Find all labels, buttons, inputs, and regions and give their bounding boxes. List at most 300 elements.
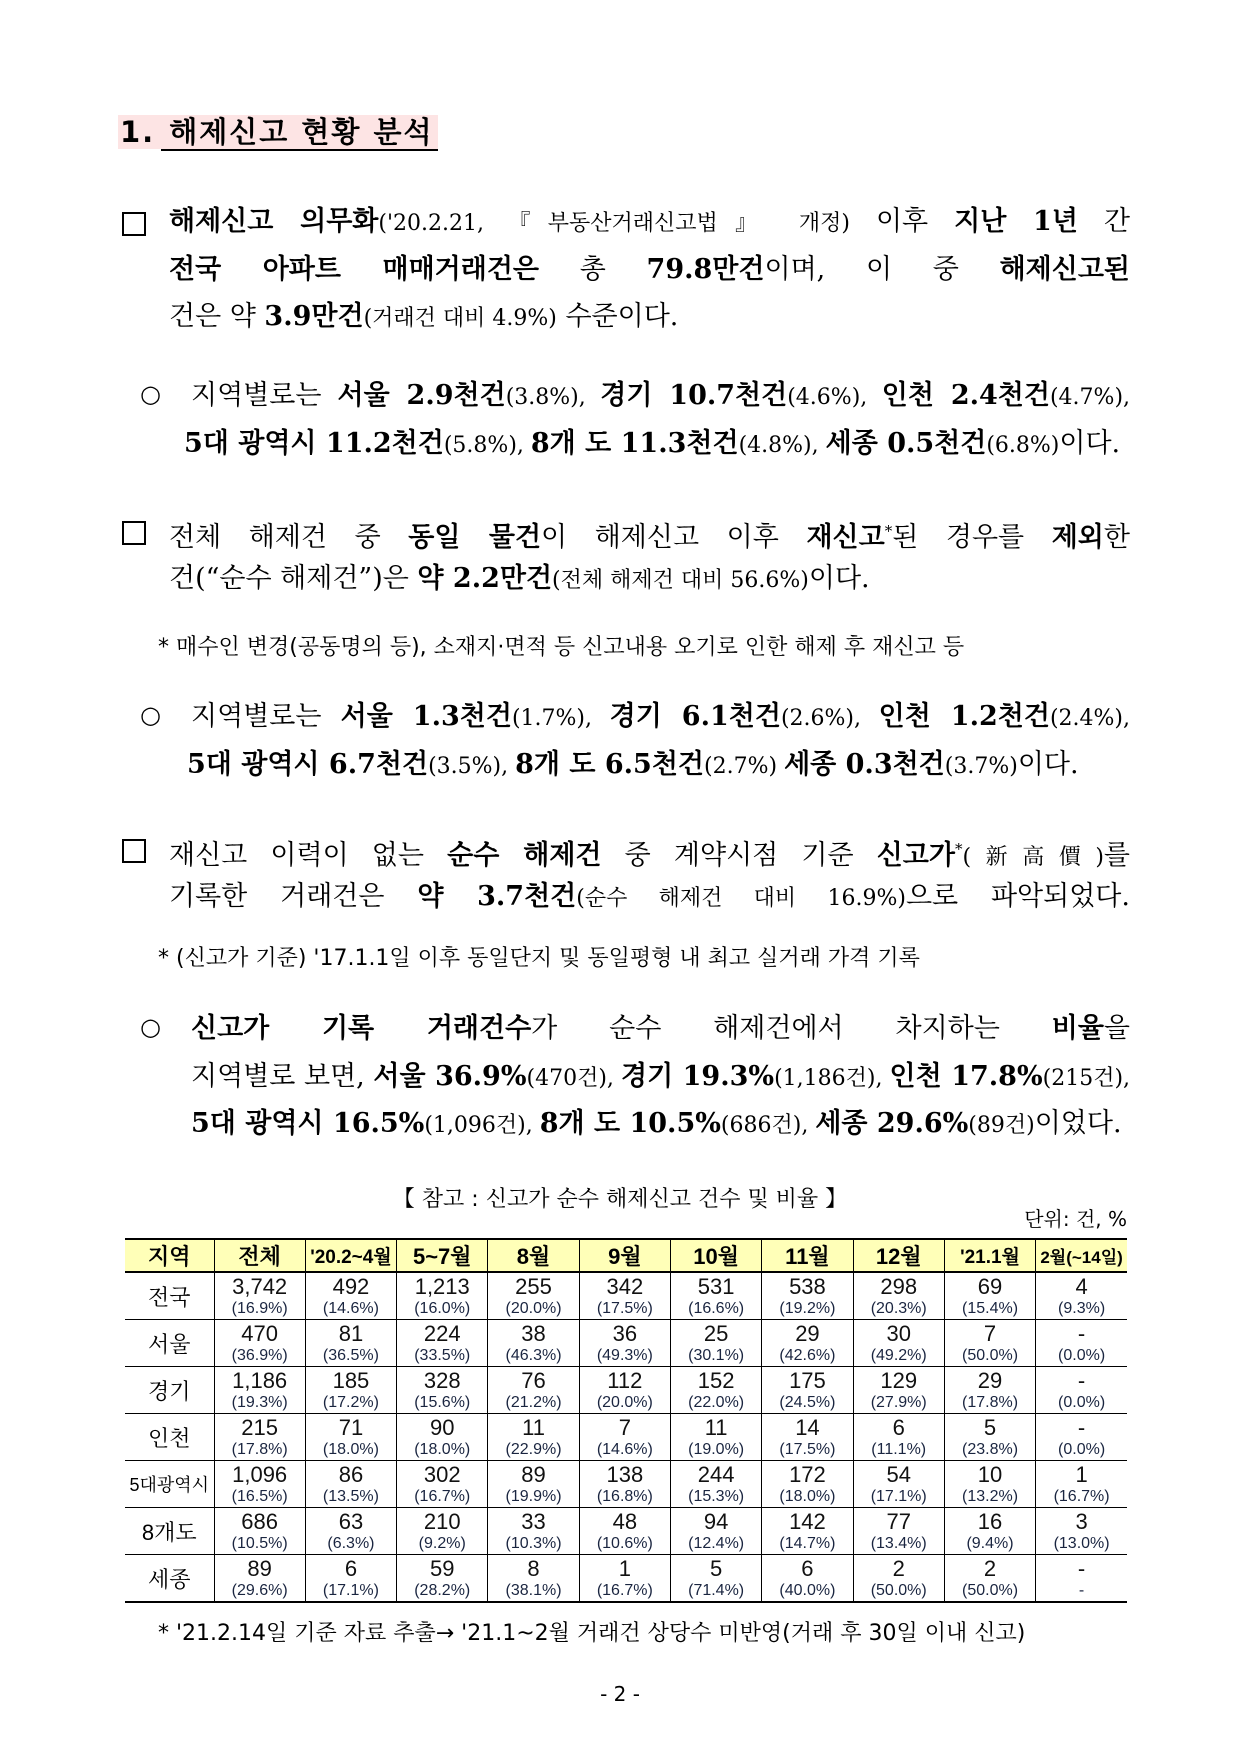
data-cell	[944, 1461, 1035, 1508]
ratio-value: (23.8%)	[962, 1440, 1019, 1458]
count-value: 11	[704, 1414, 728, 1440]
count-value: 90	[430, 1414, 455, 1440]
count-value: 33	[521, 1508, 546, 1534]
cancellation-table	[125, 1238, 1127, 1603]
region-cell: 인천	[125, 1414, 214, 1461]
ratio-value: -	[1078, 1581, 1085, 1599]
emphasis-text: 세종 0.5천건	[825, 427, 987, 459]
emphasis-text: 전국 아파트 매매거래건은	[169, 253, 539, 285]
ratio-value: (40.0%)	[779, 1581, 836, 1599]
paragraph-line	[191, 1106, 1130, 1144]
text-segment: 된 경우를	[892, 522, 1052, 553]
count-value: 89	[521, 1461, 546, 1487]
count-value: 77	[886, 1508, 911, 1534]
count-value: 138	[606, 1461, 644, 1487]
text-segment: (5.8%),	[443, 432, 531, 458]
ratio-value: (16.0%)	[414, 1299, 471, 1317]
ratio-value: (28.2%)	[414, 1581, 471, 1599]
text-segment: 이다.	[1017, 748, 1079, 780]
ratio-value: (17.2%)	[322, 1393, 379, 1411]
ratio-value: (18.0%)	[779, 1487, 836, 1505]
emphasis-text: 5대 광역시 6.7천건	[187, 748, 429, 780]
ratio-value: (19.0%)	[688, 1440, 745, 1458]
emphasis-text: 8개 도 11.3천건	[530, 427, 739, 459]
count-value: 5	[710, 1555, 723, 1581]
ratio-value: (22.0%)	[688, 1393, 745, 1411]
table-unit: 단위: 건, %	[1024, 1207, 1127, 1231]
count-value: 48	[612, 1508, 638, 1534]
data-cell	[397, 1272, 488, 1320]
ratio-value: (19.2%)	[779, 1299, 836, 1317]
column-header: 전체	[214, 1239, 305, 1272]
ratio-value: (15.3%)	[688, 1487, 745, 1505]
emphasis-text: 세종 29.6%	[815, 1108, 969, 1139]
text-segment: 총	[539, 253, 647, 285]
table-row	[125, 1320, 1127, 1367]
ratio-value: (49.3%)	[596, 1346, 653, 1364]
data-cell	[397, 1367, 488, 1414]
count-value: 255	[515, 1273, 552, 1299]
count-value: 6	[344, 1555, 358, 1581]
count-value: 7	[983, 1320, 997, 1346]
ratio-value: (14.7%)	[779, 1534, 836, 1552]
data-cell	[670, 1272, 761, 1320]
page-number: - 2 -	[600, 1682, 640, 1706]
text-segment: ('20.2.21, 『부동산거래신고법』 개정)	[378, 211, 850, 236]
emphasis-text: 8개 도 10.5%	[539, 1108, 721, 1139]
column-header: 11월	[762, 1239, 853, 1272]
text-segment: (6.8%)	[986, 432, 1060, 458]
ratio-value: (15.6%)	[414, 1393, 471, 1411]
ratio-value: (17.8%)	[962, 1393, 1019, 1411]
data-cell	[944, 1555, 1035, 1603]
text-segment: (1.7%),	[511, 706, 610, 731]
ratio-value: (13.4%)	[870, 1534, 927, 1552]
emphasis-text: 약 3.7천건	[417, 880, 577, 912]
count-value: 7	[618, 1414, 631, 1440]
count-value: 244	[697, 1461, 735, 1487]
data-cell	[579, 1414, 670, 1461]
emphasis-text: 인천 1.2천건	[878, 701, 1050, 732]
footnote-reregistration: * 매수인 변경(공동명의 등), 소재지·면적 등 신고내용 오기로 인한 해제 후 재신고 등	[158, 635, 965, 660]
count-value: 38	[521, 1320, 546, 1346]
count-value: 89	[247, 1555, 272, 1581]
footnote-new-high-price: * (신고가 기준) '17.1.1일 이후 동일단지 및 동일평형 내 최고 실거래 가격 기록	[158, 946, 920, 971]
ratio-value: (19.9%)	[505, 1487, 562, 1505]
count-value: 1	[1075, 1461, 1088, 1487]
ratio-value: (16.8%)	[596, 1487, 653, 1505]
data-cell	[305, 1367, 396, 1414]
data-cell	[305, 1508, 396, 1555]
checkbox-bullet-icon	[122, 212, 146, 236]
data-cell	[579, 1272, 670, 1320]
column-header: 12월	[853, 1239, 944, 1272]
text-segment: (거래건 대비 4.9%)	[363, 306, 557, 331]
ratio-value: (16.7%)	[1053, 1487, 1110, 1505]
data-cell	[488, 1461, 579, 1508]
text-segment: (4.7%),	[1049, 385, 1131, 410]
text-segment: (4.6%),	[787, 385, 882, 410]
data-cell	[579, 1320, 670, 1367]
ratio-value: (16.9%)	[231, 1299, 288, 1317]
ratio-value: (17.5%)	[779, 1440, 836, 1458]
data-cell	[305, 1461, 396, 1508]
count-value: 81	[338, 1320, 364, 1346]
ratio-value: (14.6%)	[596, 1440, 653, 1458]
text-segment: (215건),	[1042, 1065, 1131, 1091]
ratio-value: (0.0%)	[1058, 1440, 1106, 1458]
region-cell: 8개도	[125, 1508, 214, 1555]
section-title-text: 해제신고 현황 분석	[161, 115, 437, 151]
text-segment: 기록한 거래건은	[169, 880, 418, 912]
data-cell	[762, 1461, 853, 1508]
emphasis-text: 약 2.2만건	[417, 562, 553, 594]
text-segment: 가 순수 해제건에서 차지하는	[531, 1013, 1052, 1044]
paragraph-line	[191, 1011, 1130, 1047]
data-cell	[488, 1414, 579, 1461]
data-cell	[853, 1367, 944, 1414]
ratio-value: (0.0%)	[1058, 1346, 1106, 1364]
data-cell	[488, 1320, 579, 1367]
count-value: 94	[703, 1508, 729, 1534]
data-cell	[397, 1461, 488, 1508]
data-cell	[1036, 1555, 1127, 1603]
data-cell	[305, 1555, 396, 1603]
data-cell	[1036, 1508, 1127, 1555]
count-value: 342	[606, 1273, 644, 1299]
text-segment: (1,096건),	[424, 1113, 540, 1138]
data-cell	[762, 1272, 853, 1320]
emphasis-text: 5대 광역시 11.2천건	[184, 427, 444, 459]
paragraph-line	[184, 426, 1130, 464]
emphasis-text: 79.8만건	[646, 253, 765, 285]
data-cell	[853, 1555, 944, 1603]
ratio-value: (10.6%)	[596, 1534, 653, 1552]
text-segment: 전체 해제건 중	[169, 522, 409, 553]
column-header: 9월	[579, 1239, 670, 1272]
text-segment: *	[884, 522, 893, 540]
ratio-value: (42.6%)	[779, 1346, 836, 1364]
column-header: 2월(~14일)	[1036, 1239, 1127, 1272]
ratio-value: (13.0%)	[1053, 1534, 1110, 1552]
text-segment: (2.7%)	[704, 753, 785, 779]
emphasis-text: 해제신고 의무화	[169, 206, 379, 237]
ratio-value: (50.0%)	[870, 1581, 927, 1599]
table-row	[125, 1367, 1127, 1414]
data-cell	[1036, 1414, 1127, 1461]
ratio-value: (49.2%)	[870, 1346, 927, 1364]
count-value: 36	[612, 1320, 638, 1346]
ratio-value: (12.4%)	[688, 1534, 745, 1552]
data-cell	[305, 1320, 396, 1367]
emphasis-text: 서울 36.9%	[373, 1060, 527, 1092]
ratio-value: (36.9%)	[231, 1346, 288, 1364]
count-value: 531	[697, 1273, 735, 1299]
data-cell	[670, 1320, 761, 1367]
ratio-value: (30.1%)	[688, 1346, 745, 1364]
text-segment: 이며, 이 중	[764, 253, 1000, 285]
data-cell	[214, 1461, 305, 1508]
text-segment: (순수 해제건 대비 16.9%)	[576, 885, 906, 911]
emphasis-text: 인천 17.8%	[889, 1060, 1043, 1092]
text-segment: (2.4%),	[1049, 706, 1131, 731]
table-row	[125, 1461, 1127, 1508]
count-value: 30	[886, 1320, 911, 1346]
text-segment: 건(“순수 해제건”)은	[169, 562, 418, 594]
count-value: 1,213	[414, 1273, 470, 1299]
ratio-value: (9.3%)	[1058, 1299, 1106, 1317]
emphasis-text: 동일 물건	[408, 522, 542, 553]
emphasis-text: 제외	[1051, 522, 1104, 553]
count-value: -	[1077, 1367, 1086, 1393]
data-cell	[670, 1367, 761, 1414]
data-cell	[1036, 1461, 1127, 1508]
text-segment: (89건)	[968, 1113, 1035, 1138]
data-cell	[579, 1367, 670, 1414]
text-segment: 건은 약	[169, 301, 265, 332]
data-cell	[944, 1272, 1035, 1320]
table-row	[125, 1555, 1127, 1603]
count-value: 6	[801, 1555, 814, 1581]
ratio-value: (21.2%)	[505, 1393, 562, 1411]
table-row	[125, 1272, 1127, 1320]
text-segment: 한	[1103, 522, 1130, 553]
ratio-value: (33.5%)	[414, 1346, 471, 1364]
count-value: 1	[618, 1555, 631, 1581]
emphasis-text: 해제신고된	[999, 253, 1130, 285]
ratio-value: (71.4%)	[688, 1581, 745, 1599]
data-cell	[670, 1508, 761, 1555]
count-value: -	[1077, 1414, 1086, 1440]
ratio-value: (18.0%)	[322, 1440, 379, 1458]
ratio-value: (18.0%)	[414, 1440, 471, 1458]
section-title	[118, 116, 438, 148]
count-value: 69	[977, 1273, 1003, 1299]
data-cell	[944, 1367, 1035, 1414]
count-value: 298	[880, 1273, 918, 1299]
data-cell	[397, 1414, 488, 1461]
ratio-value: (16.7%)	[414, 1487, 471, 1505]
count-value: 3	[1075, 1508, 1088, 1534]
ratio-value: (0.0%)	[1058, 1393, 1106, 1411]
ratio-value: (17.8%)	[231, 1440, 288, 1458]
ratio-value: (50.0%)	[962, 1581, 1019, 1599]
ratio-value: (13.5%)	[322, 1487, 379, 1505]
region-cell: 경기	[125, 1367, 214, 1414]
data-cell	[214, 1367, 305, 1414]
emphasis-text: 비율	[1051, 1013, 1104, 1044]
emphasis-text: 지난 1년	[954, 206, 1078, 237]
count-value: 29	[795, 1320, 820, 1346]
text-segment: 으로 파악되었다.	[905, 880, 1130, 912]
data-cell	[488, 1555, 579, 1603]
text-segment: (2.6%),	[780, 706, 879, 731]
paragraph-line	[169, 831, 1130, 876]
data-cell	[214, 1320, 305, 1367]
emphasis-text: 신고가 기록 거래건수	[191, 1013, 532, 1044]
paragraph-line	[169, 561, 1130, 599]
circle-bullet-icon: ○	[140, 1013, 161, 1041]
text-segment: 이후	[850, 206, 955, 237]
emphasis-text: 순수 해제건	[447, 840, 602, 871]
region-cell: 5대광역시	[125, 1461, 214, 1508]
paragraph-line	[169, 252, 1130, 288]
text-segment: (470건),	[526, 1065, 621, 1091]
text-segment: (1,186건),	[774, 1065, 890, 1091]
text-segment: 이다.	[808, 562, 870, 594]
count-value: -	[1077, 1555, 1086, 1581]
column-header: 8월	[488, 1239, 579, 1272]
ratio-value: (10.5%)	[231, 1534, 288, 1552]
data-cell	[579, 1508, 670, 1555]
data-cell	[762, 1555, 853, 1603]
text-segment: (686건),	[720, 1113, 816, 1138]
data-cell	[762, 1414, 853, 1461]
text-segment: *	[954, 840, 963, 858]
ratio-value: (24.5%)	[779, 1393, 836, 1411]
ratio-value: (20.3%)	[870, 1299, 927, 1317]
data-cell	[214, 1272, 305, 1320]
count-value: 59	[430, 1555, 455, 1581]
data-cell	[488, 1272, 579, 1320]
column-header: 지역	[125, 1239, 214, 1272]
table-footnote: * '21.2.14일 기준 자료 추출→ '21.1~2월 거래건 상당수 미반영(거래 후 30일 이내 신고)	[158, 1621, 1026, 1646]
column-header: 10월	[670, 1239, 761, 1272]
count-value: 54	[886, 1461, 911, 1487]
count-value: 1,096	[232, 1461, 288, 1487]
ratio-value: (27.9%)	[870, 1393, 927, 1411]
text-segment: 이었다.	[1034, 1108, 1122, 1139]
data-cell	[397, 1320, 488, 1367]
ratio-value: (20.0%)	[505, 1299, 562, 1317]
count-value: 2	[983, 1555, 997, 1581]
text-segment: 수준이다.	[556, 301, 679, 332]
ratio-value: (17.1%)	[870, 1487, 927, 1505]
count-value: 328	[423, 1367, 461, 1393]
table-row	[125, 1414, 1127, 1461]
circle-bullet-icon: ○	[140, 380, 161, 408]
count-value: 6	[892, 1414, 905, 1440]
count-value: 470	[241, 1320, 278, 1346]
count-value: 1,186	[232, 1367, 288, 1393]
ratio-value: (9.2%)	[418, 1534, 466, 1552]
count-value: 25	[703, 1320, 729, 1346]
column-header: '21.1월	[944, 1239, 1035, 1272]
count-value: 2	[892, 1555, 905, 1581]
emphasis-text: 경기 19.3%	[620, 1060, 775, 1092]
data-cell	[853, 1320, 944, 1367]
data-cell	[579, 1555, 670, 1603]
checkbox-bullet-icon	[122, 839, 146, 863]
ratio-value: (13.2%)	[962, 1487, 1019, 1505]
count-value: 14	[795, 1414, 820, 1440]
table-caption: 【 참고 : 신고가 순수 해제신고 건수 및 비율 】	[392, 1187, 848, 1212]
ratio-value: (15.4%)	[962, 1299, 1019, 1317]
count-value: 185	[332, 1367, 370, 1393]
ratio-value: (29.6%)	[231, 1581, 288, 1599]
text-segment: (3.7%)	[944, 753, 1018, 779]
text-segment: 이 해제신고 이후	[541, 522, 807, 553]
text-segment: 이다.	[1059, 427, 1121, 459]
data-cell	[853, 1272, 944, 1320]
data-cell	[762, 1320, 853, 1367]
data-cell	[397, 1508, 488, 1555]
paragraph-line	[187, 747, 1130, 785]
table-header-row	[125, 1239, 1127, 1272]
text-segment: 간	[1077, 206, 1130, 237]
ratio-value: (36.5%)	[322, 1346, 379, 1364]
data-cell	[944, 1414, 1035, 1461]
count-value: 492	[332, 1273, 370, 1299]
data-cell	[214, 1414, 305, 1461]
data-cell	[944, 1508, 1035, 1555]
count-value: 4	[1075, 1273, 1088, 1299]
paragraph-line	[169, 204, 1130, 242]
ratio-value: (16.5%)	[231, 1487, 288, 1505]
table-row	[125, 1508, 1127, 1555]
data-cell	[670, 1414, 761, 1461]
emphasis-text: 8개 도 6.5천건	[515, 748, 704, 780]
paragraph-line	[169, 299, 1130, 337]
text-segment: (3.8%),	[505, 385, 601, 410]
count-value: 76	[521, 1367, 546, 1393]
paragraph-line	[169, 879, 1130, 917]
ratio-value: (14.6%)	[322, 1299, 379, 1317]
count-value: 3,742	[232, 1273, 288, 1299]
text-segment: (3.5%),	[428, 753, 516, 779]
text-segment: (新高價)	[962, 845, 1104, 870]
count-value: 538	[789, 1273, 826, 1299]
count-value: 16	[977, 1508, 1003, 1534]
text-segment: 중 계약시점 기준	[601, 840, 877, 871]
ratio-value: (16.7%)	[596, 1581, 653, 1599]
emphasis-text: 서울 2.9천건	[337, 380, 506, 411]
ratio-value: (6.3%)	[327, 1534, 375, 1552]
text-segment: 을	[1103, 1013, 1130, 1044]
count-value: 10	[977, 1461, 1003, 1487]
count-value: 129	[880, 1367, 918, 1393]
count-value: 224	[423, 1320, 461, 1346]
paragraph-line	[191, 1059, 1130, 1097]
text-segment: (4.8%),	[738, 432, 826, 458]
data-cell	[762, 1508, 853, 1555]
ratio-value: (16.6%)	[688, 1299, 745, 1317]
paragraph-line	[191, 378, 1130, 416]
emphasis-text: 신고가	[876, 840, 955, 871]
ratio-value: (10.3%)	[505, 1534, 562, 1552]
data-cell	[214, 1555, 305, 1603]
emphasis-text: 3.9만건	[264, 301, 364, 332]
data-cell	[853, 1414, 944, 1461]
ratio-value: (9.4%)	[966, 1534, 1014, 1552]
emphasis-text: 인천 2.4천건	[881, 380, 1050, 411]
text-segment: 지역별로는	[191, 701, 341, 732]
data-cell	[305, 1272, 396, 1320]
data-cell	[488, 1508, 579, 1555]
data-cell	[1036, 1320, 1127, 1367]
text-segment: (전체 해제건 대비 56.6%)	[552, 567, 809, 593]
count-value: 172	[789, 1461, 826, 1487]
count-value: 302	[423, 1461, 461, 1487]
count-value: 71	[338, 1414, 364, 1440]
ratio-value: (38.1%)	[505, 1581, 562, 1599]
count-value: 175	[789, 1367, 826, 1393]
data-cell	[853, 1461, 944, 1508]
column-header: '20.2~4월	[305, 1239, 396, 1272]
emphasis-text: 서울 1.3천건	[340, 701, 512, 732]
emphasis-text: 경기 6.1천건	[609, 701, 781, 732]
count-value: 112	[607, 1367, 643, 1393]
